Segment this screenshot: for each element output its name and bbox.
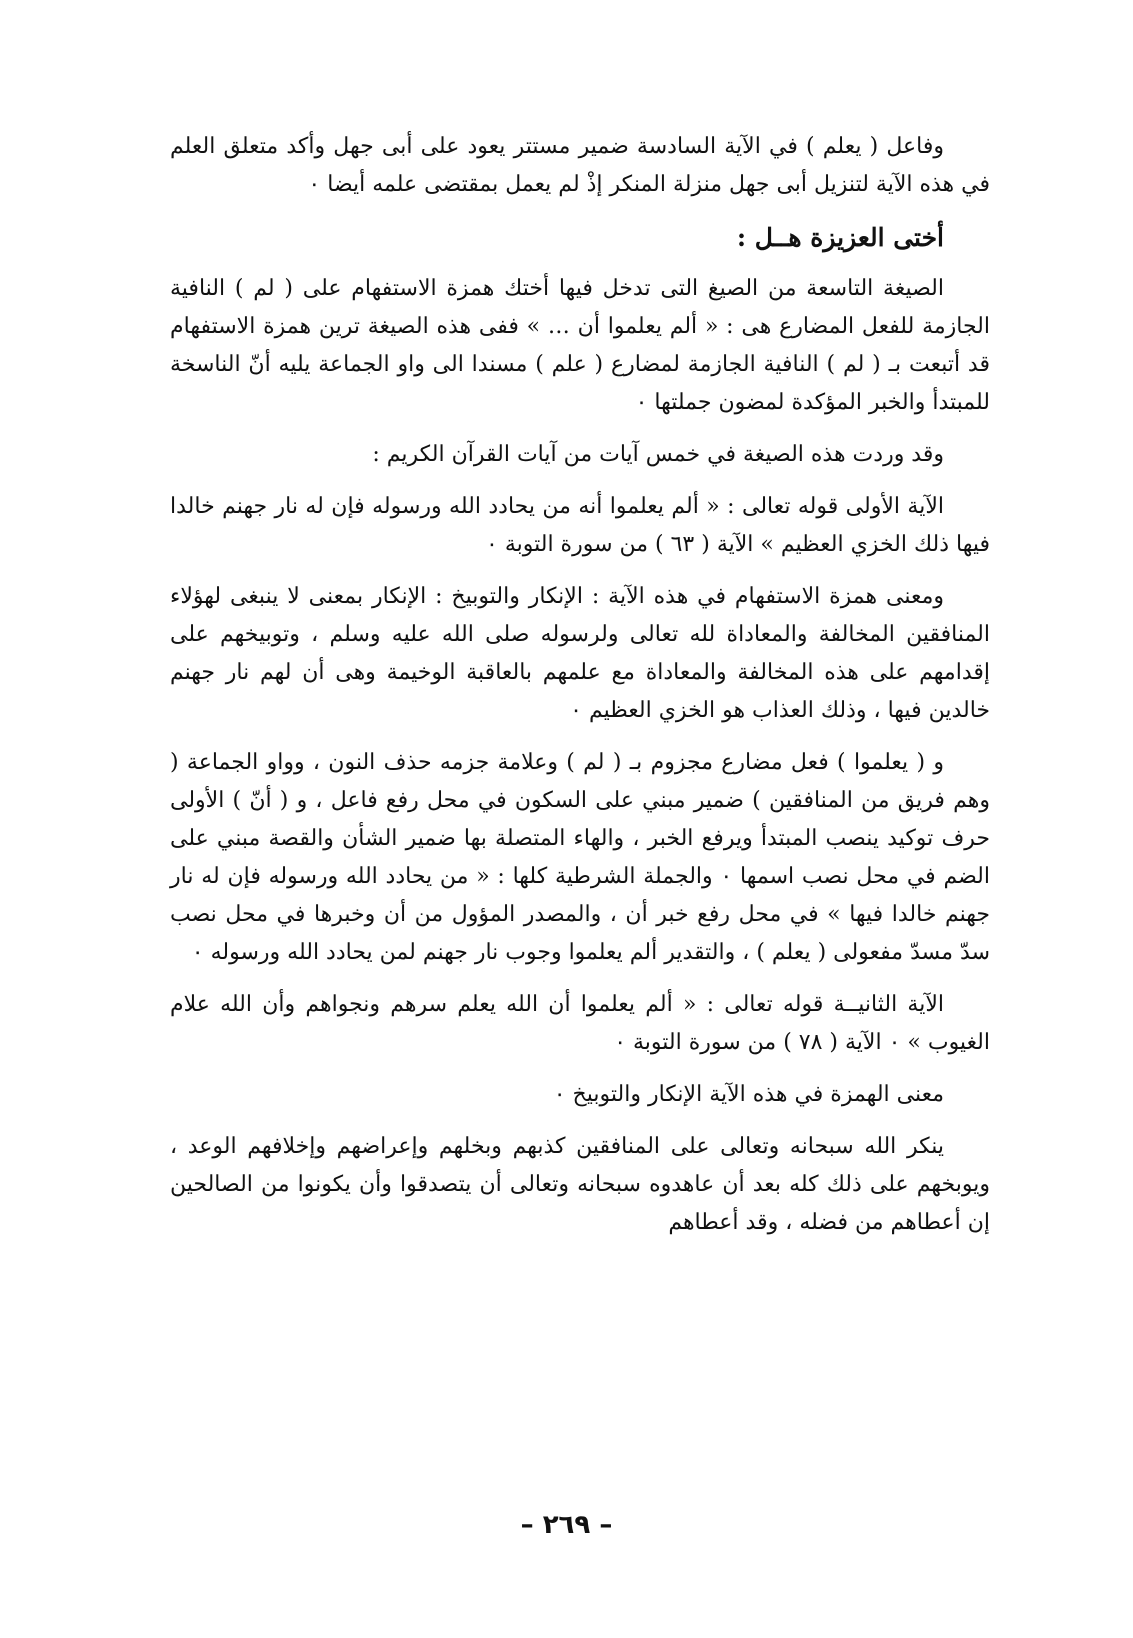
paragraph-8: معنى الهمزة في هذه الآية الإنكار والتوبيخ ٠ [553,1082,944,1107]
paragraph-1: وفاعل ( يعلم ) في الآية السادسة ضمير مستتر يعود على أبى جهل وأكد متعلق العلم في هذه الآية لتنزيل أبى جهل منزلة المنكر إذْ لم يعمل بمقتضى علمه أيضا ٠ [170,134,990,197]
paragraph-9: ينكر الله سبحانه وتعالى على المنافقين كذبهم وبخلهم وإعراضهم وإخلافهم الوعد ، ويوبخهم على ذلك كله بعد أن عاهدوه سبحانه وتعالى أن يتصدقوا وأن يكونوا من الصالحين إن أعطاهم من فضله ، وقد أعطاهم [170,1134,990,1235]
page-body [170,128,990,1256]
section-heading: أختى العزيزة هــل : [736,223,944,252]
page-number: – ٢٦٩ – [520,1510,613,1540]
paragraph-2: الصيغة التاسعة من الصيغ التى تدخل فيها أختك همزة الاستفهام على ( لم ) النافية الجازمة للفعل المضارع هى : « ألم يعلموا أن … » ففى هذه الصيغة ترين همزة الاستفهام قد أتبعت بـ ( لم ) النافية الجازمة لمضارع ( علم ) مسندا الى واو الجماعة يليه أنّ الناسخة للمبتدأ والخبر المؤكدة لمضون جملتها ٠ [170,276,990,415]
paragraph-4: الآية الأولى قوله تعالى : « ألم يعلموا أنه من يحادد الله ورسوله فإن له نار جهنم خالدا فيها ذلك الخزي العظيم » الآية ( ٦٣ ) من سورة التوبة ٠ [170,494,990,557]
paragraph-5: ومعنى همزة الاستفهام في هذه الآية : الإنكار والتوبيخ : الإنكار بمعنى لا ينبغى لهؤلاء المنافقين المخالفة والمعاداة لله تعالى ولرسوله صلى الله عليه وسلم ، وتوبيخهم على إقدامهم على هذه المخالفة والمعاداة مع علمهم بالعاقبة الوخيمة وهى أن لهم نار جهنم خالدين فيها ، وذلك العذاب هو الخزي العظيم ٠ [170,584,990,723]
paragraph-3: وقد وردت هذه الصيغة في خمس آيات من آيات القرآن الكريم : [372,442,944,467]
paragraph-6: و ( يعلموا ) فعل مضارع مجزوم بـ ( لم ) وعلامة جزمه حذف النون ، وواو الجماعة ( وهم فريق من المنافقين ) ضمير مبني على السكون في محل رفع فاعل ، و ( أنّ ) الأولى حرف توكيد ينصب المبتدأ ويرفع الخبر ، والهاء المتصلة بها ضمير الشأن والقصة مبني على الضم في محل نصب اسمها ٠ والجملة الشرطية كلها : « من يحادد الله ورسوله فإن له نار جهنم خالدا فيها » في محل رفع خبر أن ، والمصدر المؤول من أن وخبرها في محل نصب سدّ مسدّ مفعولى ( يعلم ) ، والتقدير ألم يعلموا وجوب نار جهنم لمن يحادد الله ورسوله ٠ [170,750,990,965]
paragraph-7: الآية الثانيــة قوله تعالى : « ألم يعلموا أن الله يعلم سرهم ونجواهم وأن الله علام الغيوب » ٠ الآية ( ٧٨ ) من سورة التوبة ٠ [170,992,990,1055]
